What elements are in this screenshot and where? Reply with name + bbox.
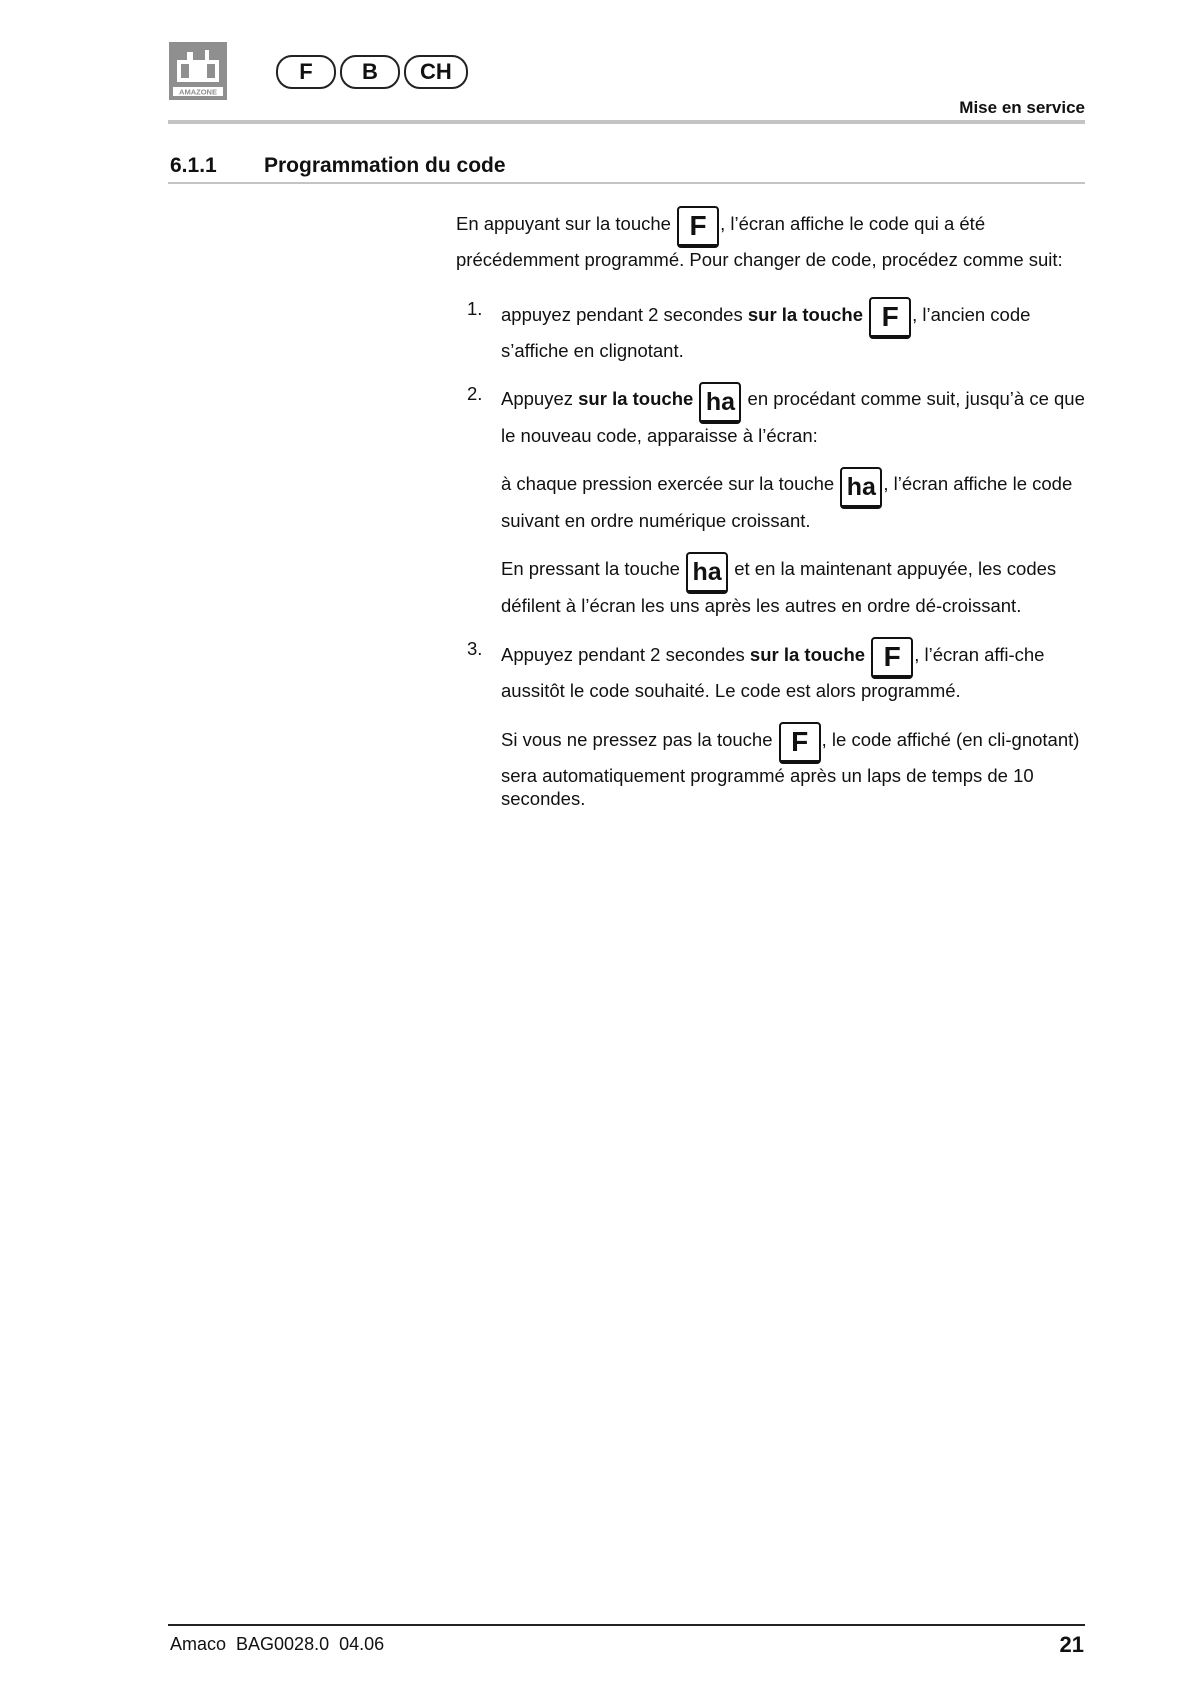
list-item: 2. Appuyez sur la touche ha en procédant comme suit, jusqu’à ce que le nouveau code, apparaisse à l’écran: — [467, 383, 1085, 446]
country-tag-ch: CH — [404, 55, 468, 89]
f-key-icon: F — [869, 297, 911, 339]
svg-text:AMAZONE: AMAZONE — [179, 87, 217, 97]
heading-divider — [168, 182, 1085, 184]
ha-key-icon: ha — [699, 382, 741, 424]
amazone-logo — [169, 42, 227, 100]
content-body — [456, 200, 1086, 810]
f-key-icon: F — [677, 206, 719, 248]
list-item: 1. appuyez pendant 2 secondes sur la touche F , l’ancien code s’affiche en clignotant. — [467, 298, 1031, 361]
section-label: Mise en service — [959, 98, 1085, 117]
step3-sub-paragraph: Si vous ne pressez pas la touche F , le code affiché (en cli-gnotant) sera automatiquement programmé après un laps de temps de 10 secondes. — [501, 722, 1086, 810]
steps-list — [456, 297, 1086, 810]
heading-number: 6.1.1 — [170, 154, 217, 177]
step2-sub-paragraph: à chaque pression exercée sur la touche ha , l’écran affiche le code suivant en ordre numérique croissant. — [501, 467, 1086, 532]
f-key-icon: F — [779, 722, 821, 764]
list-item: 3. Appuyez pendant 2 secondes sur la touche F , l’écran affi-che aussitôt le code souhaité. Le code est alors programmé. — [467, 638, 1045, 701]
heading-title: Programmation du code — [264, 154, 506, 177]
page-number: 21 — [1059, 1632, 1084, 1657]
section-heading — [170, 154, 506, 178]
intro-paragraph: En appuyant sur la touche F , l’écran affiche le code qui a été précédemment programmé. Pour changer de code, procédez comme suit: — [456, 206, 1086, 271]
ha-key-icon: ha — [686, 552, 728, 594]
f-key-icon: F — [871, 637, 913, 679]
step2-sub-paragraph: En pressant la touche ha et en la maintenant appuyée, les codes défilent à l’écran les uns après les autres en ordre dé-croissant. — [501, 552, 1086, 617]
country-tags — [276, 55, 468, 89]
country-tag-b: B — [340, 55, 400, 89]
tractor-logo-icon — [169, 42, 227, 100]
country-tag-f: F — [276, 55, 336, 89]
footer-divider — [168, 1624, 1085, 1626]
ha-key-icon: ha — [840, 467, 882, 509]
footer-document-ref: Amaco BAG0028.0 04.06 — [170, 1634, 385, 1654]
header-divider — [168, 120, 1085, 124]
